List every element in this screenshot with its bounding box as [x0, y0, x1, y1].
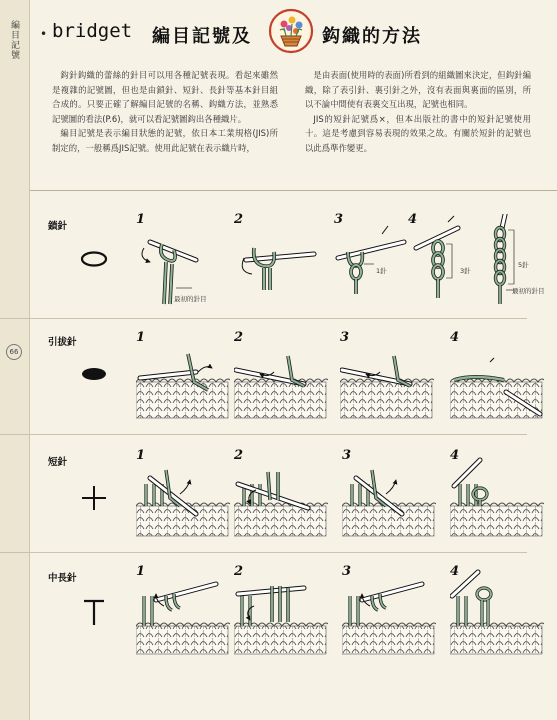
step-number: 2	[234, 448, 244, 463]
intro-paragraph: 編目記號是表示編目狀態的記號，依日本工業規格(JIS)所制定的，一般稱爲JIS記號。使用此記號在表示織片時，	[52, 128, 278, 153]
step-number: 3	[342, 564, 352, 579]
section-title: 短針	[48, 457, 68, 468]
section-title: 鎖針	[48, 221, 68, 232]
sc-step-4-illustration	[450, 450, 544, 546]
step-4	[450, 450, 544, 546]
slip-step-2-illustration	[234, 332, 328, 428]
step-1	[136, 332, 230, 428]
step-number: 1	[136, 564, 146, 579]
sc-step-1-illustration	[136, 450, 230, 546]
step-4	[408, 214, 478, 310]
annotation: 1針	[376, 267, 387, 275]
page-title-right: 鈎織的方法	[322, 26, 422, 47]
intro-text-right	[305, 68, 531, 156]
step-number: 4	[450, 564, 460, 579]
step-4	[450, 332, 544, 428]
step-number: 4	[450, 330, 460, 345]
step-number: 4	[408, 212, 418, 227]
step-number: 2	[234, 212, 244, 227]
annotation: 最初的針目	[174, 295, 207, 303]
filled-oval-icon	[74, 354, 114, 394]
step-number: 2	[234, 564, 244, 579]
spine-label: 編目記號	[9, 20, 19, 60]
bullet: •	[40, 27, 48, 41]
slip-step-3-illustration	[340, 332, 434, 428]
sc-step-2-illustration	[234, 450, 328, 546]
page-number: 66	[6, 344, 22, 360]
step-number: 3	[340, 330, 350, 345]
step-4	[450, 566, 544, 662]
section-title: 中長針	[48, 573, 77, 584]
section-half-double-crochet	[30, 556, 557, 666]
step-number: 3	[334, 212, 344, 227]
step-2	[234, 450, 328, 546]
step-number: 1	[136, 330, 146, 345]
chain-step-4-illustration	[408, 214, 478, 310]
step-3	[342, 450, 436, 546]
step-number: 1	[136, 448, 146, 463]
intro-paragraph: 是由表面(使用時的表面)所看到的組織圖來決定，但鈎針編織，除了表引針、裏引針之外，沒有表面與裏面的區別，所以不論中間使有表裏交互出現，記號也相同。	[305, 70, 531, 110]
intro-paragraph: JIS的短針記號爲×，但本出版社的書中的短針記號使用十。這是考慮到容易表現的效果之故。有關於短針的記號也以此爲準作變更。	[305, 113, 531, 153]
slip-step-1-illustration	[136, 332, 230, 428]
section-slip-stitch	[30, 322, 557, 432]
section-title: 引拔針	[48, 337, 77, 348]
section-single-crochet	[30, 438, 557, 548]
step-number: 3	[342, 448, 352, 463]
step-1	[136, 450, 230, 546]
section-chain-stitch	[30, 200, 557, 310]
plus-icon	[74, 478, 114, 518]
sc-step-3-illustration	[342, 450, 436, 546]
step-2	[234, 214, 328, 310]
intro-paragraph: 鈎針鈎織的蕾絲的針目可以用各種記號表現。看起來雖然是複雜的記號圖，但也是由鎖針、短針、長針等基本針目組合成的。只要正確了解編目記號的名稱、鈎織方法，並熟悉記號圖的看法(P.6)，就可以看記號圖鈎出各種織片。	[52, 70, 278, 124]
oval-outline-icon	[74, 240, 114, 280]
author-name: bridget	[52, 20, 133, 42]
t-shape-icon	[74, 592, 114, 632]
page-spine	[0, 0, 30, 720]
annotation: 3針	[460, 267, 471, 275]
hdc-step-4-illustration	[450, 566, 544, 662]
step-2	[234, 332, 328, 428]
step-3	[340, 332, 434, 428]
hdc-step-1-illustration	[136, 566, 230, 662]
intro-divider	[30, 190, 557, 191]
hdc-step-2-illustration	[234, 566, 328, 662]
step-3	[342, 566, 436, 662]
chain-step-2-illustration	[234, 214, 328, 310]
step-2	[234, 566, 328, 662]
hdc-step-3-illustration	[342, 566, 436, 662]
section-divider	[0, 552, 527, 553]
section-divider	[0, 434, 527, 435]
step-5	[484, 214, 554, 310]
annotation: 最初的針目	[512, 287, 545, 295]
step-number: 4	[450, 448, 460, 463]
step-1	[136, 214, 230, 310]
slip-step-4-illustration	[450, 332, 544, 428]
page-title-left: 編目記號及	[152, 26, 252, 47]
intro-text-left	[52, 68, 278, 156]
step-number: 2	[234, 330, 244, 345]
step-number: 1	[136, 212, 146, 227]
section-divider	[0, 318, 527, 319]
flower-basket-emblem-icon	[268, 8, 314, 54]
annotation: 5針	[518, 261, 529, 269]
step-1	[136, 566, 230, 662]
